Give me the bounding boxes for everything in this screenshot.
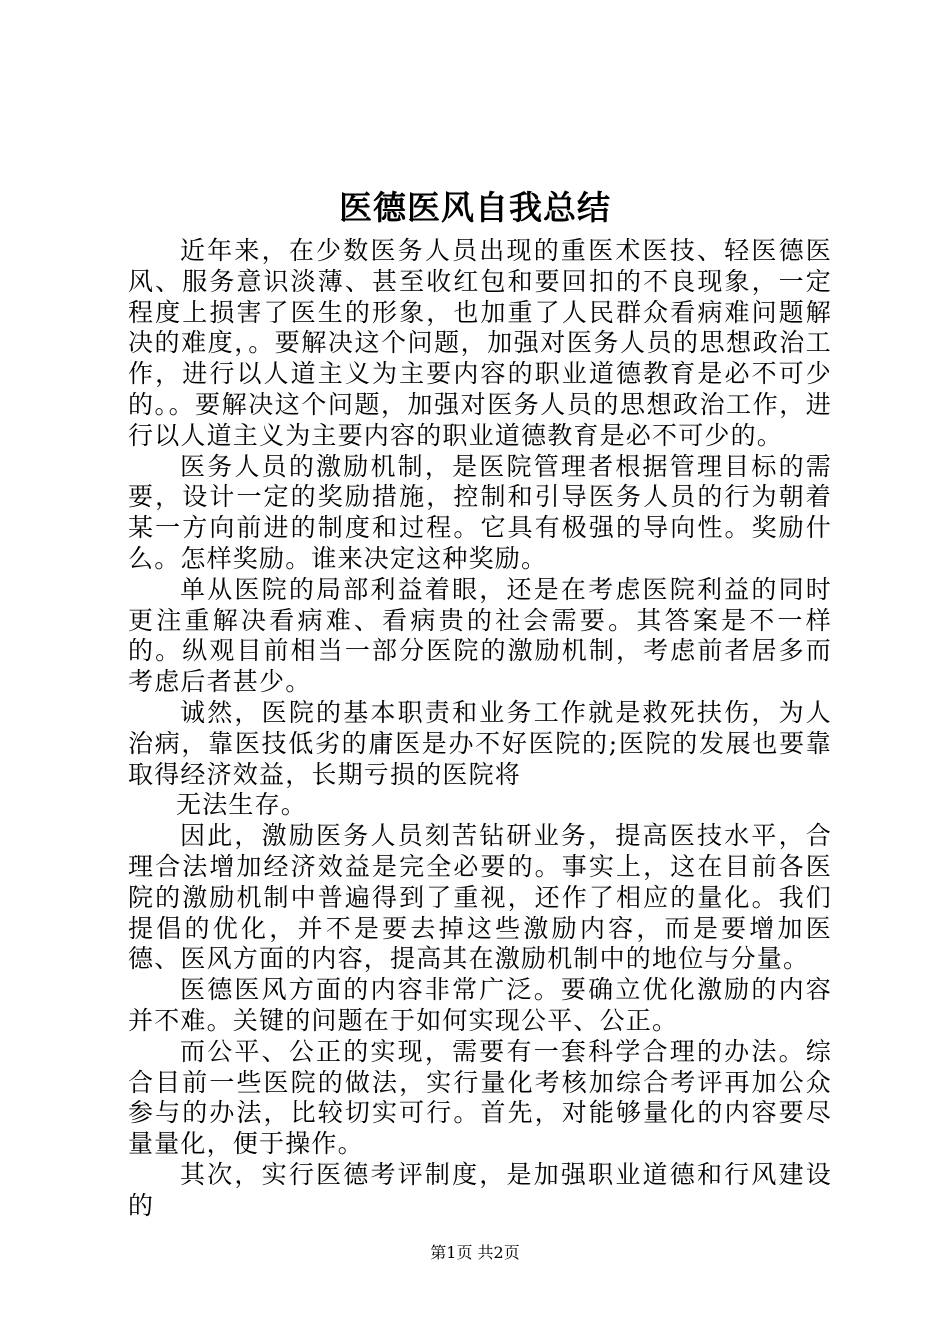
page-number-footer: 第1页 共2页 — [430, 1243, 520, 1262]
paragraph: 医德医风方面的内容非常广泛。要确立优化激励的内容并不难。关键的问题在于如何实现公平、公正。 — [128, 975, 832, 1035]
paragraph: 而公平、公正的实现，需要有一套科学合理的办法。综合目前一些医院的做法，实行量化考核加综合考评再加公众参与的办法，比较切实可行。首先，对能够量化的内容要尽量量化，便于操作。 — [128, 1036, 832, 1159]
paragraph: 因此，激励医务人员刻苦钻研业务，提高医技水平，合理合法增加经济效益是完全必要的。事实上，这在目前各医院的激励机制中普遍得到了重视，还作了相应的量化。我们提倡的优化，并不是要去掉这些激励内容，而是要增加医德、医风方面的内容，提高其在激励机制中的地位与分量。 — [128, 821, 832, 974]
paragraph: 单从医院的局部利益着眼，还是在考虑医院利益的同时更注重解决看病难、看病贵的社会需要。其答案是不一样的。纵观目前相当一部分医院的激励机制，考虑前者居多而考虑后者甚少。 — [128, 574, 832, 697]
paragraph: 其次，实行医德考评制度，是加强职业道德和行风建设的 — [128, 1159, 832, 1220]
document-body — [128, 236, 832, 1222]
paragraph: 无法生存。 — [176, 790, 308, 820]
paragraph: 诚然，医院的基本职责和业务工作就是救死扶伤，为人治病，靠医技低劣的庸医是办不好医院的;医院的发展也要靠取得经济效益，长期亏损的医院将 — [128, 697, 832, 789]
paragraph: 近年来，在少数医务人员出现的重医术医技、轻医德医风、服务意识淡薄、甚至收红包和要回扣的不良现象，一定程度上损害了医生的形象，也加重了人民群众看病难问题解决的难度，。要解决这个问题，加强对医务人员的思想政治工作，进行以人道主义为主要内容的职业道德教育是必不可少的。。要解决这个问题，加强对医务人员的思想政治工作，进行以人道主义为主要内容的职业道德教育是必不可少的。 — [128, 236, 832, 450]
document-title: 医德医风自我总结 — [339, 188, 611, 227]
paragraph: 医务人员的激励机制，是医院管理者根据管理目标的需要，设计一定的奖励措施，控制和引导医务人员的行为朝着某一方向前进的制度和过程。它具有极强的导向性。奖励什么。怎样奖励。谁来决定这种奖励。 — [128, 451, 832, 573]
